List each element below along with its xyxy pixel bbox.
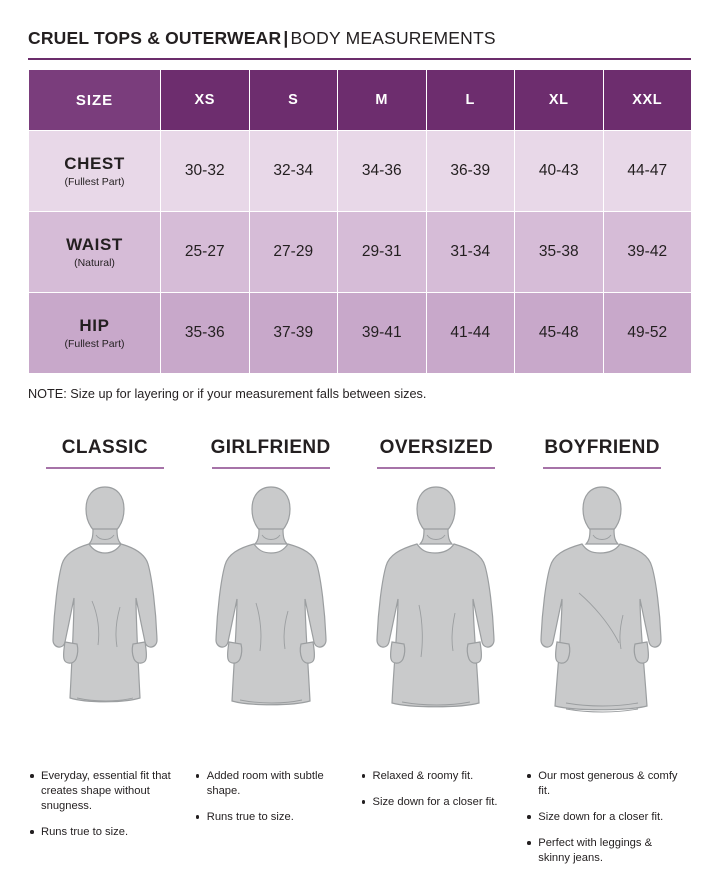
- fit-figure-girlfriend: [194, 481, 348, 761]
- column-header-size: SIZE: [29, 70, 161, 131]
- model-silhouette-icon: [30, 481, 180, 756]
- cell-chest-xs: 30-32: [161, 131, 250, 212]
- row-sublabel-hip: (Fullest Part): [64, 337, 125, 350]
- row-label-waist-text: WAIST: [66, 235, 123, 255]
- fit-bullets-boyfriend: [525, 769, 679, 867]
- cell-hip-s: 37-39: [249, 293, 338, 374]
- fit-figure-boyfriend: [525, 481, 679, 761]
- cell-chest-s: 32-34: [249, 131, 338, 212]
- model-silhouette-icon: [527, 481, 677, 756]
- list-item: Size down for a closer fit.: [362, 795, 514, 810]
- row-label-chest: [29, 131, 161, 212]
- fit-column-boyfriend: [525, 437, 691, 878]
- cell-waist-xs: 25-27: [161, 212, 250, 293]
- cell-hip-xl: 45-48: [515, 293, 604, 374]
- cell-waist-xxl: 39-42: [603, 212, 692, 293]
- cell-waist-s: 27-29: [249, 212, 338, 293]
- fit-title-divider: [212, 467, 330, 469]
- fit-figure-classic: [28, 481, 182, 761]
- fit-column-girlfriend: [194, 437, 360, 878]
- cell-hip-xxl: 49-52: [603, 293, 692, 374]
- column-header-s: S: [249, 70, 338, 131]
- row-sublabel-waist: (Natural): [74, 256, 115, 269]
- page-title: [28, 0, 691, 49]
- table-body: [29, 131, 692, 374]
- cell-chest-xl: 40-43: [515, 131, 604, 212]
- fit-title-divider: [46, 467, 164, 469]
- list-item: Everyday, essential fit that creates shape without snugness.: [30, 769, 182, 814]
- column-header-xs: XS: [161, 70, 250, 131]
- size-note: NOTE: Size up for layering or if your measurement falls between sizes.: [28, 387, 427, 401]
- fit-column-oversized: [360, 437, 526, 878]
- column-header-l: L: [426, 70, 515, 131]
- cell-chest-l: 36-39: [426, 131, 515, 212]
- fit-title-divider: [543, 467, 661, 469]
- fit-title-girlfriend: GIRLFRIEND: [210, 437, 331, 458]
- cell-hip-xs: 35-36: [161, 293, 250, 374]
- fit-title-classic: CLASSIC: [61, 437, 148, 458]
- table-row: [29, 212, 692, 293]
- fit-column-classic: [28, 437, 194, 878]
- list-item: Runs true to size.: [30, 825, 182, 840]
- cell-waist-m: 29-31: [338, 212, 427, 293]
- row-label-waist: [29, 212, 161, 293]
- cell-waist-xl: 35-38: [515, 212, 604, 293]
- table-header: [29, 70, 692, 131]
- row-label-chest-text: CHEST: [64, 154, 125, 174]
- fit-figure-oversized: [360, 481, 514, 761]
- fit-bullets-classic: [28, 769, 182, 840]
- row-label-hip-text: HIP: [79, 316, 110, 336]
- column-header-xxl: XXL: [603, 70, 692, 131]
- page-title-light: BODY MEASUREMENTS: [290, 28, 496, 48]
- list-item: Size down for a closer fit.: [527, 810, 679, 825]
- fit-title-oversized: OVERSIZED: [379, 437, 494, 458]
- fit-title-boyfriend: BOYFRIEND: [544, 437, 660, 458]
- list-item: Relaxed & roomy fit.: [362, 769, 514, 784]
- table-row: [29, 293, 692, 374]
- cell-waist-l: 31-34: [426, 212, 515, 293]
- table-header-row: [29, 70, 692, 131]
- cell-hip-l: 41-44: [426, 293, 515, 374]
- model-silhouette-icon: [361, 481, 511, 756]
- page-title-separator: |: [283, 28, 289, 48]
- fit-bullets-oversized: [360, 769, 514, 810]
- cell-hip-m: 39-41: [338, 293, 427, 374]
- table-row: [29, 131, 692, 212]
- list-item: Perfect with leggings & skinny jeans.: [527, 836, 679, 866]
- page-title-strong: CRUEL TOPS & OUTERWEAR: [28, 28, 282, 48]
- cell-chest-xxl: 44-47: [603, 131, 692, 212]
- fit-guide: [28, 437, 691, 878]
- column-header-xl: XL: [515, 70, 604, 131]
- measurements-table: [28, 69, 692, 374]
- list-item: Runs true to size.: [196, 810, 348, 825]
- column-header-m: M: [338, 70, 427, 131]
- list-item: Our most generous & comfy fit.: [527, 769, 679, 799]
- title-divider: [28, 58, 691, 60]
- fit-title-divider: [377, 467, 495, 469]
- cell-chest-m: 34-36: [338, 131, 427, 212]
- list-item: Added room with subtle shape.: [196, 769, 348, 799]
- fit-bullets-girlfriend: [194, 769, 348, 825]
- row-sublabel-chest: (Fullest Part): [64, 175, 125, 188]
- row-label-hip: [29, 293, 161, 374]
- model-silhouette-icon: [196, 481, 346, 756]
